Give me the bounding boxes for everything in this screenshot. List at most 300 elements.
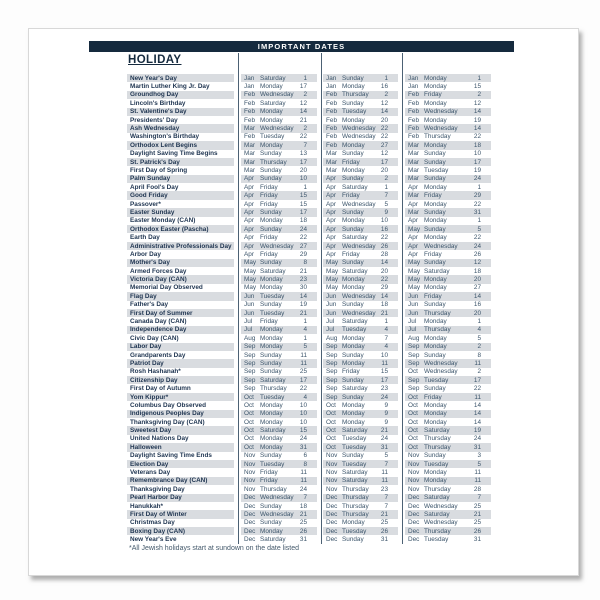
year3-day-number: 14 [473,410,481,418]
holiday-row [127,108,491,116]
year1-date-cell [241,376,317,384]
year1-date-cell [241,116,317,124]
year1-month: Nov [244,452,256,460]
holiday-row [127,494,491,502]
year2-weekday: Tuesday [342,326,367,334]
holiday-name: Memorial Day Observed [130,284,203,292]
year1-day-number: 18 [299,502,307,510]
year2-day-number: 26 [380,527,388,535]
year2-weekday: Saturday [342,234,368,242]
year2-weekday: Sunday [342,225,364,233]
year3-day-number: 17 [473,376,481,384]
year2-day-number: 2 [384,175,388,183]
year2-day-number: 11 [381,477,388,485]
holiday-row [127,133,491,141]
year3-month: Oct [408,427,418,435]
year3-weekday: Sunday [424,150,446,158]
year2-weekday: Thursday [342,91,369,99]
year1-month: Sep [244,351,256,359]
year1-weekday: Monday [260,217,283,225]
holiday-table [127,74,491,544]
year3-day-number: 18 [473,141,481,149]
year1-month: May [244,267,257,275]
holiday-name: Thanksgiving Day (CAN) [130,418,205,426]
year2-month: Dec [326,527,338,535]
year3-date-cell [405,191,491,199]
year2-month: Sep [326,393,338,401]
year3-month: Sep [408,376,420,384]
year3-month: Oct [408,401,418,409]
year3-day-number: 24 [473,175,481,183]
year1-day-number: 13 [299,150,307,158]
year1-day-number: 25 [299,368,307,376]
year2-date-cell [323,158,398,166]
year3-weekday: Wednesday [424,502,458,510]
year1-month: Mar [244,158,256,166]
year3-date-cell [405,368,491,376]
year1-weekday: Saturday [260,267,286,275]
year3-day-number: 1 [477,217,481,225]
year2-weekday: Sunday [342,259,364,267]
year2-day-number: 23 [380,385,388,393]
year1-month: Feb [244,133,256,141]
year1-date-cell [241,527,317,535]
year1-month: Nov [244,485,256,493]
year2-date-cell [323,535,398,543]
year1-month: Feb [244,99,256,107]
year2-weekday: Saturday [342,427,368,435]
year2-day-number: 12 [380,99,388,107]
year3-month: Dec [408,519,420,527]
year3-date-cell [405,91,491,99]
year3-weekday: Monday [424,343,447,351]
holiday-name: Independence Day [127,326,234,334]
year2-month: Nov [326,469,338,477]
year3-month: Dec [408,502,420,510]
year2-date-cell [323,410,398,418]
holiday-name: First Day of Winter [127,510,234,518]
holiday-row [127,217,491,225]
year1-date-cell [241,242,317,250]
planner-page [28,28,579,576]
year1-weekday: Friday [260,192,278,200]
year1-day-number: 22 [299,234,307,242]
year3-day-number: 24 [473,435,481,443]
year1-weekday: Sunday [260,301,282,309]
year3-day-number: 12 [473,259,481,267]
year3-month: Feb [408,116,420,124]
holiday-name: Father's Day [130,301,169,309]
year3-day-number: 7 [477,494,481,502]
year2-weekday: Sunday [342,376,364,384]
holiday-row [127,74,491,82]
year2-month: Sep [326,359,338,367]
year2-day-number: 9 [384,401,388,409]
year3-month: May [408,259,421,267]
year2-date-cell [323,99,398,107]
year3-date-cell [405,343,491,351]
year3-weekday: Tuesday [424,536,449,544]
year3-weekday: Monday [424,217,447,225]
year3-date-cell [405,410,491,418]
year3-date-cell [405,317,491,325]
year2-month: Apr [326,208,336,216]
year3-day-number: 22 [473,234,481,242]
year2-date-cell [323,368,398,376]
year2-month: Feb [326,91,338,99]
year1-weekday: Sunday [260,150,282,158]
holiday-row [127,326,491,334]
year2-month: Sep [326,385,338,393]
holiday-name: Grandparents Day [130,351,186,359]
year3-weekday: Monday [424,410,447,418]
holiday-name: Presidents' Day [130,116,178,124]
holiday-row [127,510,491,518]
year3-date-cell [405,301,491,309]
year2-date-cell [323,208,398,216]
year3-day-number: 11 [474,359,481,367]
year2-month: Apr [326,250,336,258]
year3-date-cell [405,519,491,527]
year3-day-number: 25 [473,519,481,527]
year2-weekday: Wednesday [342,133,376,141]
year1-month: Mar [244,141,256,149]
year2-date-cell [323,418,398,426]
year1-month: Dec [244,527,256,535]
year1-day-number: 30 [299,284,307,292]
year2-date-cell [323,326,398,334]
year2-weekday: Sunday [342,301,364,309]
year1-date-cell [241,225,317,233]
year2-month: Apr [326,200,336,208]
year1-date-cell [241,317,317,325]
holiday-name: St. Valentine's Day [127,108,234,116]
holiday-name: Remembrance Day (CAN) [127,477,234,485]
year1-date-cell [241,150,317,158]
year2-month: Dec [326,494,338,502]
year1-month: May [244,284,257,292]
year2-date-cell [323,502,398,510]
year1-month: May [244,259,257,267]
year3-weekday: Saturday [424,267,450,275]
year3-date-cell [405,208,491,216]
year1-date-cell [241,426,317,434]
holiday-row [127,124,491,132]
year3-date-cell [405,351,491,359]
year1-weekday: Wednesday [260,125,294,133]
year2-date-cell [323,443,398,451]
holiday-name: Earth Day [130,234,160,242]
year3-month: Jun [408,301,419,309]
year1-weekday: Monday [260,83,283,91]
year2-weekday: Sunday [342,175,364,183]
year3-date-cell [405,468,491,476]
year1-day-number: 17 [299,158,307,166]
year2-day-number: 11 [381,359,388,367]
year3-date-cell [405,460,491,468]
year2-month: Jun [326,309,337,317]
year1-day-number: 14 [299,292,307,300]
year1-month: Dec [244,536,256,544]
year2-day-number: 7 [384,502,388,510]
year3-weekday: Wednesday [424,519,458,527]
year3-day-number: 27 [473,284,481,292]
year1-date-cell [241,468,317,476]
year1-day-number: 24 [299,225,307,233]
year1-date-cell [241,133,317,141]
year2-date-cell [323,343,398,351]
year3-date-cell [405,393,491,401]
year3-date-cell [405,326,491,334]
year1-weekday: Monday [260,116,283,124]
year1-date-cell [241,250,317,258]
year1-date-cell [241,502,317,510]
year3-month: Nov [408,460,420,468]
year1-date-cell [241,259,317,267]
year2-month: Oct [326,401,336,409]
year1-day-number: 11 [300,469,307,477]
year1-day-number: 19 [299,301,307,309]
year2-day-number: 14 [380,292,388,300]
year3-month: Feb [408,108,420,116]
year3-date-cell [405,267,491,275]
year2-weekday: Monday [342,217,365,225]
year2-date-cell [323,82,398,90]
year3-month: Apr [408,242,418,250]
year2-date-cell [323,317,398,325]
year1-weekday: Sunday [260,519,282,527]
year2-month: Oct [326,418,336,426]
year3-date-cell [405,150,491,158]
year3-weekday: Monday [424,318,447,326]
year1-day-number: 17 [299,83,307,91]
holiday-row [127,317,491,325]
holiday-name: Canada Day (CAN) [130,318,187,326]
year3-weekday: Monday [424,200,447,208]
holiday-row [127,519,491,527]
holiday-name: Washington's Birthday [130,133,200,141]
year1-month: Apr [244,183,254,191]
year2-date-cell [323,267,398,275]
holiday-name: Daylight Saving Time Ends [130,452,212,460]
year3-weekday: Thursday [424,133,451,141]
year2-weekday: Tuesday [342,435,367,443]
year2-weekday: Sunday [342,150,364,158]
year2-month: Apr [326,234,336,242]
year3-day-number: 4 [477,326,481,334]
year3-date-cell [405,376,491,384]
year2-day-number: 23 [380,485,388,493]
year1-day-number: 18 [299,217,307,225]
year3-day-number: 31 [473,208,481,216]
year1-month: Apr [244,225,254,233]
year3-weekday: Monday [424,334,447,342]
year2-date-cell [323,519,398,527]
year1-month: Apr [244,175,254,183]
year3-month: Dec [408,494,420,502]
holiday-name: Easter Sunday [127,208,234,216]
year1-date-cell [241,267,317,275]
holiday-row [127,452,491,460]
year1-date-cell [241,217,317,225]
holiday-row [127,502,491,510]
year1-date-cell [241,519,317,527]
year2-month: Apr [326,192,336,200]
year2-date-cell [323,217,398,225]
year2-weekday: Wednesday [342,292,376,300]
year2-weekday: Wednesday [342,309,376,317]
year3-day-number: 14 [473,418,481,426]
holiday-row [127,259,491,267]
holiday-name: Easter Monday (CAN) [130,217,196,225]
year1-date-cell [241,460,317,468]
year2-day-number: 5 [384,200,388,208]
year2-month: Nov [326,460,338,468]
year1-date-cell [241,99,317,107]
year3-weekday: Monday [424,234,447,242]
year1-weekday: Tuesday [260,133,285,141]
year1-weekday: Monday [260,108,283,116]
year1-weekday: Monday [260,418,283,426]
year2-day-number: 1 [384,318,388,326]
holiday-name: Armed Forces Day [130,267,187,275]
year2-day-number: 28 [380,250,388,258]
year1-date-cell [241,351,317,359]
year3-month: Mar [408,175,420,183]
year1-weekday: Sunday [260,208,282,216]
year3-date-cell [405,259,491,267]
year1-day-number: 11 [300,359,307,367]
year2-month: Jul [326,318,335,326]
year1-day-number: 25 [299,519,307,527]
year1-month: Sep [244,368,256,376]
year1-date-cell [241,334,317,342]
year2-day-number: 31 [380,443,388,451]
year3-day-number: 11 [474,469,481,477]
year2-weekday: Thursday [342,494,369,502]
holiday-row [127,225,491,233]
year1-month: Apr [244,217,254,225]
year3-month: Dec [408,527,420,535]
year2-date-cell [323,376,398,384]
year2-weekday: Sunday [342,351,364,359]
holiday-name: Hanukkah* [130,502,164,510]
year3-month: Dec [408,511,420,518]
year1-date-cell [241,309,317,317]
year2-date-cell [323,351,398,359]
year2-day-number: 20 [380,166,388,174]
year3-weekday: Wednesday [424,242,458,250]
year3-date-cell [405,401,491,409]
holiday-row [127,284,491,292]
year2-weekday: Monday [342,284,365,292]
year1-month: Sep [244,376,256,384]
year1-date-cell [241,292,317,300]
year3-weekday: Monday [424,469,447,477]
year2-day-number: 26 [380,242,388,250]
year1-date-cell [241,175,317,183]
year3-month: Jan [408,74,419,82]
holiday-name: Citizenship Day [127,376,234,384]
year3-weekday: Monday [424,276,447,284]
year2-month: Dec [326,511,338,518]
year3-weekday: Monday [424,141,447,149]
year3-day-number: 11 [474,477,481,485]
holiday-row [127,200,491,208]
year1-month: Oct [244,418,254,426]
holiday-row [127,275,491,283]
year3-date-cell [405,82,491,90]
holiday-row [127,401,491,409]
holiday-name: Ash Wednesday [127,124,234,132]
year3-month: Feb [408,91,420,99]
year1-weekday: Sunday [260,225,282,233]
year1-date-cell [241,233,317,241]
year1-date-cell [241,494,317,502]
year2-weekday: Monday [342,410,365,418]
holiday-name: Civic Day (CAN) [130,334,179,342]
year1-month: Oct [244,443,254,451]
year1-weekday: Wednesday [260,494,294,502]
year2-date-cell [323,233,398,241]
year1-weekday: Monday [260,334,283,342]
year1-date-cell [241,410,317,418]
year3-date-cell [405,141,491,149]
year1-day-number: 8 [303,259,307,267]
year1-weekday: Monday [260,343,283,351]
year3-day-number: 14 [473,108,481,116]
year1-date-cell [241,452,317,460]
year3-month: Feb [408,125,420,133]
holiday-row [127,158,491,166]
year3-day-number: 15 [473,83,481,91]
year2-weekday: Thursday [342,485,369,493]
year3-month: May [408,267,421,275]
year3-date-cell [405,535,491,543]
year3-month: Apr [408,183,418,191]
holiday-name: Passover* [130,200,161,208]
year2-weekday: Saturday [342,385,368,393]
year3-day-number: 25 [473,502,481,510]
year2-day-number: 1 [384,74,388,82]
year1-month: Aug [244,334,256,342]
year1-month: Sep [244,385,256,393]
year1-day-number: 21 [299,267,307,275]
year1-month: Nov [244,477,256,485]
year1-month: May [244,276,257,284]
year1-day-number: 21 [299,511,307,518]
year2-month: Mar [326,166,338,174]
holiday-row [127,334,491,342]
holiday-row [127,435,491,443]
year3-day-number: 31 [473,443,481,451]
year3-weekday: Monday [424,83,447,91]
year3-weekday: Sunday [424,259,446,267]
year3-day-number: 21 [473,511,481,518]
year1-weekday: Monday [260,410,283,418]
year3-month: Jun [408,309,419,317]
year3-month: May [408,225,421,233]
year3-day-number: 1 [477,74,481,82]
holiday-row [127,351,491,359]
year1-day-number: 7 [303,494,307,502]
year2-date-cell [323,225,398,233]
year2-weekday: Monday [342,359,365,367]
year1-month: Mar [244,150,256,158]
year2-date-cell [323,309,398,317]
year3-weekday: Sunday [424,158,446,166]
year2-weekday: Wednesday [342,200,376,208]
